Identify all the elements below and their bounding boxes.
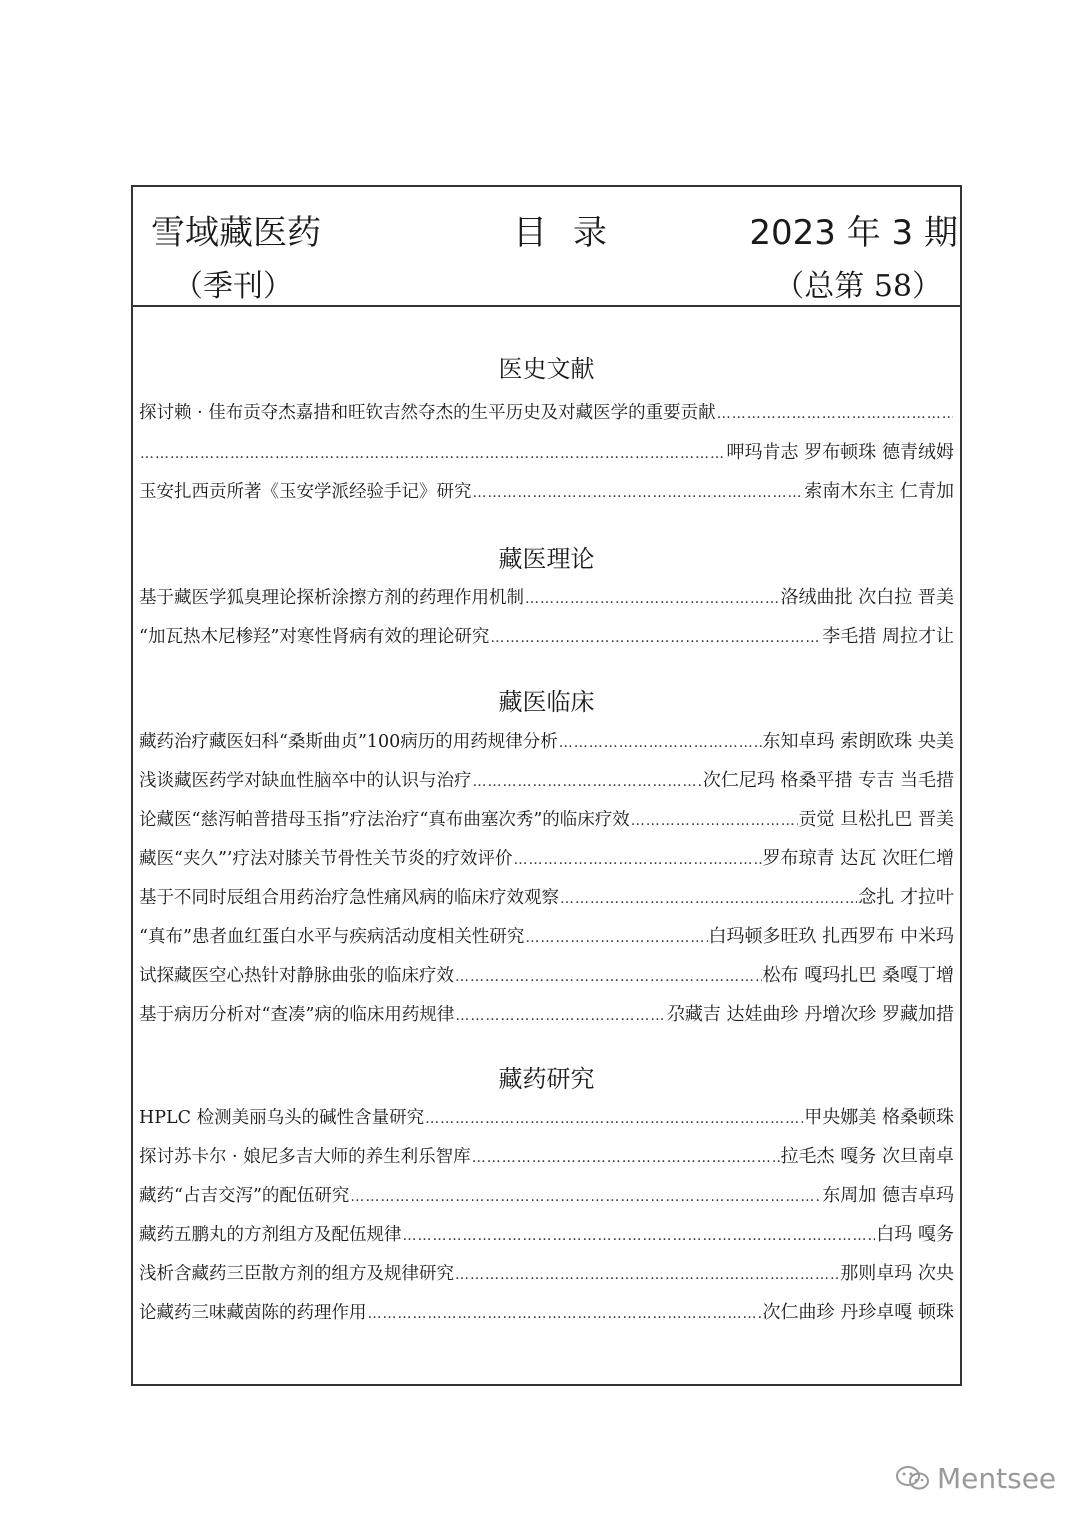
leader-dots [455, 1008, 665, 1024]
toc-frame [131, 185, 962, 1386]
toc-entry[interactable] [139, 727, 954, 753]
toc-entry[interactable] [139, 1181, 954, 1207]
toc-entry[interactable] [139, 922, 954, 948]
entry-title: 试探藏医空心热针对静脉曲张的临床疗效 [139, 966, 454, 986]
entry-title: 论藏药三味藏茵陈的药理作用 [139, 1303, 367, 1323]
entry-authors: 白玛 嘎务 [876, 1224, 954, 1245]
entry-authors: 尕藏吉 达娃曲珍 丹增次珍 罗藏加措 [666, 1004, 954, 1025]
toc-entry[interactable] [139, 583, 954, 609]
entry-authors: 东周加 德吉卓玛 [822, 1185, 954, 1206]
leader-dots [631, 813, 798, 829]
leader-dots [368, 1306, 762, 1322]
journal-title: 雪域藏医药 [151, 213, 321, 253]
toc-entry[interactable] [139, 622, 954, 648]
entry-authors: 罗布琼青 达瓦 次旺仁增 [762, 848, 954, 869]
toc-entry[interactable] [139, 477, 954, 503]
entry-title: 浅析含藏药三臣散方剂的组方及规律研究 [139, 1264, 454, 1284]
toc-entry[interactable] [139, 438, 954, 464]
entry-title: 探讨苏卡尔 · 娘尼多吉大师的养生利乐智库 [139, 1147, 471, 1167]
quarterly-label: （季刊） [173, 269, 293, 304]
section-title: 藏医理论 [498, 545, 595, 573]
toc-entry[interactable] [139, 1142, 954, 1168]
entry-authors: 贡觉 旦松扎巴 晋美 [798, 809, 954, 830]
wechat-icon [895, 1465, 931, 1491]
leader-dots [525, 930, 707, 946]
issue-label: 2023 年 3 期 [749, 213, 958, 253]
toc-entry[interactable] [139, 844, 954, 870]
leader-dots [473, 485, 804, 501]
entry-authors: 念扎 才拉叶 [858, 887, 954, 908]
entry-title: 基于病历分析对“查凑”病的临床用药规律 [139, 1005, 455, 1025]
leader-dots [560, 891, 857, 907]
entry-title: 探讨赖 · 佳布贡夺杰嘉措和旺钦吉然夺杰的生平历史及对藏医学的重要贡献 [139, 403, 716, 423]
leader-dots [559, 735, 762, 751]
entry-authors: 白玛顿多旺玖 扎西罗布 中米玛 [708, 926, 954, 947]
leader-dots [513, 852, 761, 868]
entry-title: 浅谈藏医药学对缺血性脑卒中的认识与治疗 [139, 771, 472, 791]
toc-entry[interactable] [139, 1000, 954, 1026]
entry-title: 基于藏医学狐臭理论探析涂擦方剂的药理作用机制 [139, 588, 524, 608]
entry-authors: 呷玛肯志 罗布顿珠 德青绒姆 [726, 442, 954, 463]
page-title: 目录 [513, 213, 633, 253]
entry-title: 玉安扎西贡所著《玉安学派经验手记》研究 [139, 482, 472, 502]
entry-title: HPLC 检测美丽乌头的碱性含量研究 [139, 1108, 425, 1128]
leader-dots [490, 630, 821, 646]
entry-authors: 拉毛杰 嘎务 次旦南卓 [780, 1146, 954, 1167]
entry-title: “加瓦热木尼椮羟”对寒性肾病有效的理论研究 [139, 627, 490, 647]
entry-title: 藏药“占吉交泻”的配伍研究 [139, 1186, 350, 1206]
leader-dots [455, 1267, 839, 1283]
section-title: 藏药研究 [498, 1065, 595, 1093]
entry-authors: 甲央娜美 格桑顿珠 [804, 1107, 954, 1128]
entry-authors: 东知卓玛 索朗欧珠 央美 [762, 731, 954, 752]
section-title: 医史文献 [498, 355, 595, 383]
leader-dots [525, 591, 780, 607]
watermark [895, 1462, 1056, 1495]
toc-header [133, 187, 960, 307]
toc-entry[interactable] [139, 883, 954, 909]
entry-authors: 次仁尼玛 格桑平措 专吉 当毛措 [702, 770, 954, 791]
section-title: 藏医临床 [498, 688, 595, 716]
leader-dots [717, 406, 953, 422]
toc-entry[interactable] [139, 1298, 954, 1324]
entry-title: 基于不同时辰组合用药治疗急性痛风病的临床疗效观察 [139, 888, 559, 908]
entry-authors: 次仁曲珍 丹珍卓嘎 顿珠 [762, 1302, 954, 1323]
watermark-text: Mentsee [937, 1462, 1057, 1495]
leader-dots [472, 1150, 780, 1166]
toc-entry[interactable] [139, 1220, 954, 1246]
leader-dots [350, 1189, 821, 1205]
entry-authors: 李毛措 周拉才让 [822, 626, 954, 647]
leader-dots [425, 1111, 803, 1127]
toc-entry[interactable] [139, 1103, 954, 1129]
entry-title: 藏药治疗藏医妇科“桑斯曲贞”100病历的用药规律分析 [139, 732, 558, 752]
toc-entry[interactable] [139, 399, 954, 425]
entry-authors: 洛绒曲批 次白拉 晋美 [780, 587, 954, 608]
leader-dots [455, 969, 762, 985]
entry-title: “真布”患者血红蛋白水平与疾病活动度相关性研究 [139, 927, 525, 947]
entry-authors: 索南木东主 仁青加 [804, 481, 954, 502]
entry-authors: 松布 嘎玛扎巴 桑嘎丁增 [762, 965, 954, 986]
toc-entry[interactable] [139, 1259, 954, 1285]
leader-dots [140, 446, 726, 462]
entry-title: 论藏医“慈泻帕普措母玉指”疗法治疗“真布曲塞次秀”的临床疗效 [139, 810, 630, 830]
toc-entry[interactable] [139, 961, 954, 987]
leader-dots [403, 1228, 876, 1244]
total-issue-label: （总第 58） [774, 269, 942, 304]
toc-entry[interactable] [139, 805, 954, 831]
entry-title: 藏医“夹久”’疗法对膝关节骨性关节炎的疗效评价 [139, 849, 513, 869]
toc-entry[interactable] [139, 766, 954, 792]
leader-dots [473, 774, 702, 790]
entry-title: 藏药五鹏丸的方剂组方及配伍规律 [139, 1225, 402, 1245]
entry-authors: 那则卓玛 次央 [840, 1263, 954, 1284]
